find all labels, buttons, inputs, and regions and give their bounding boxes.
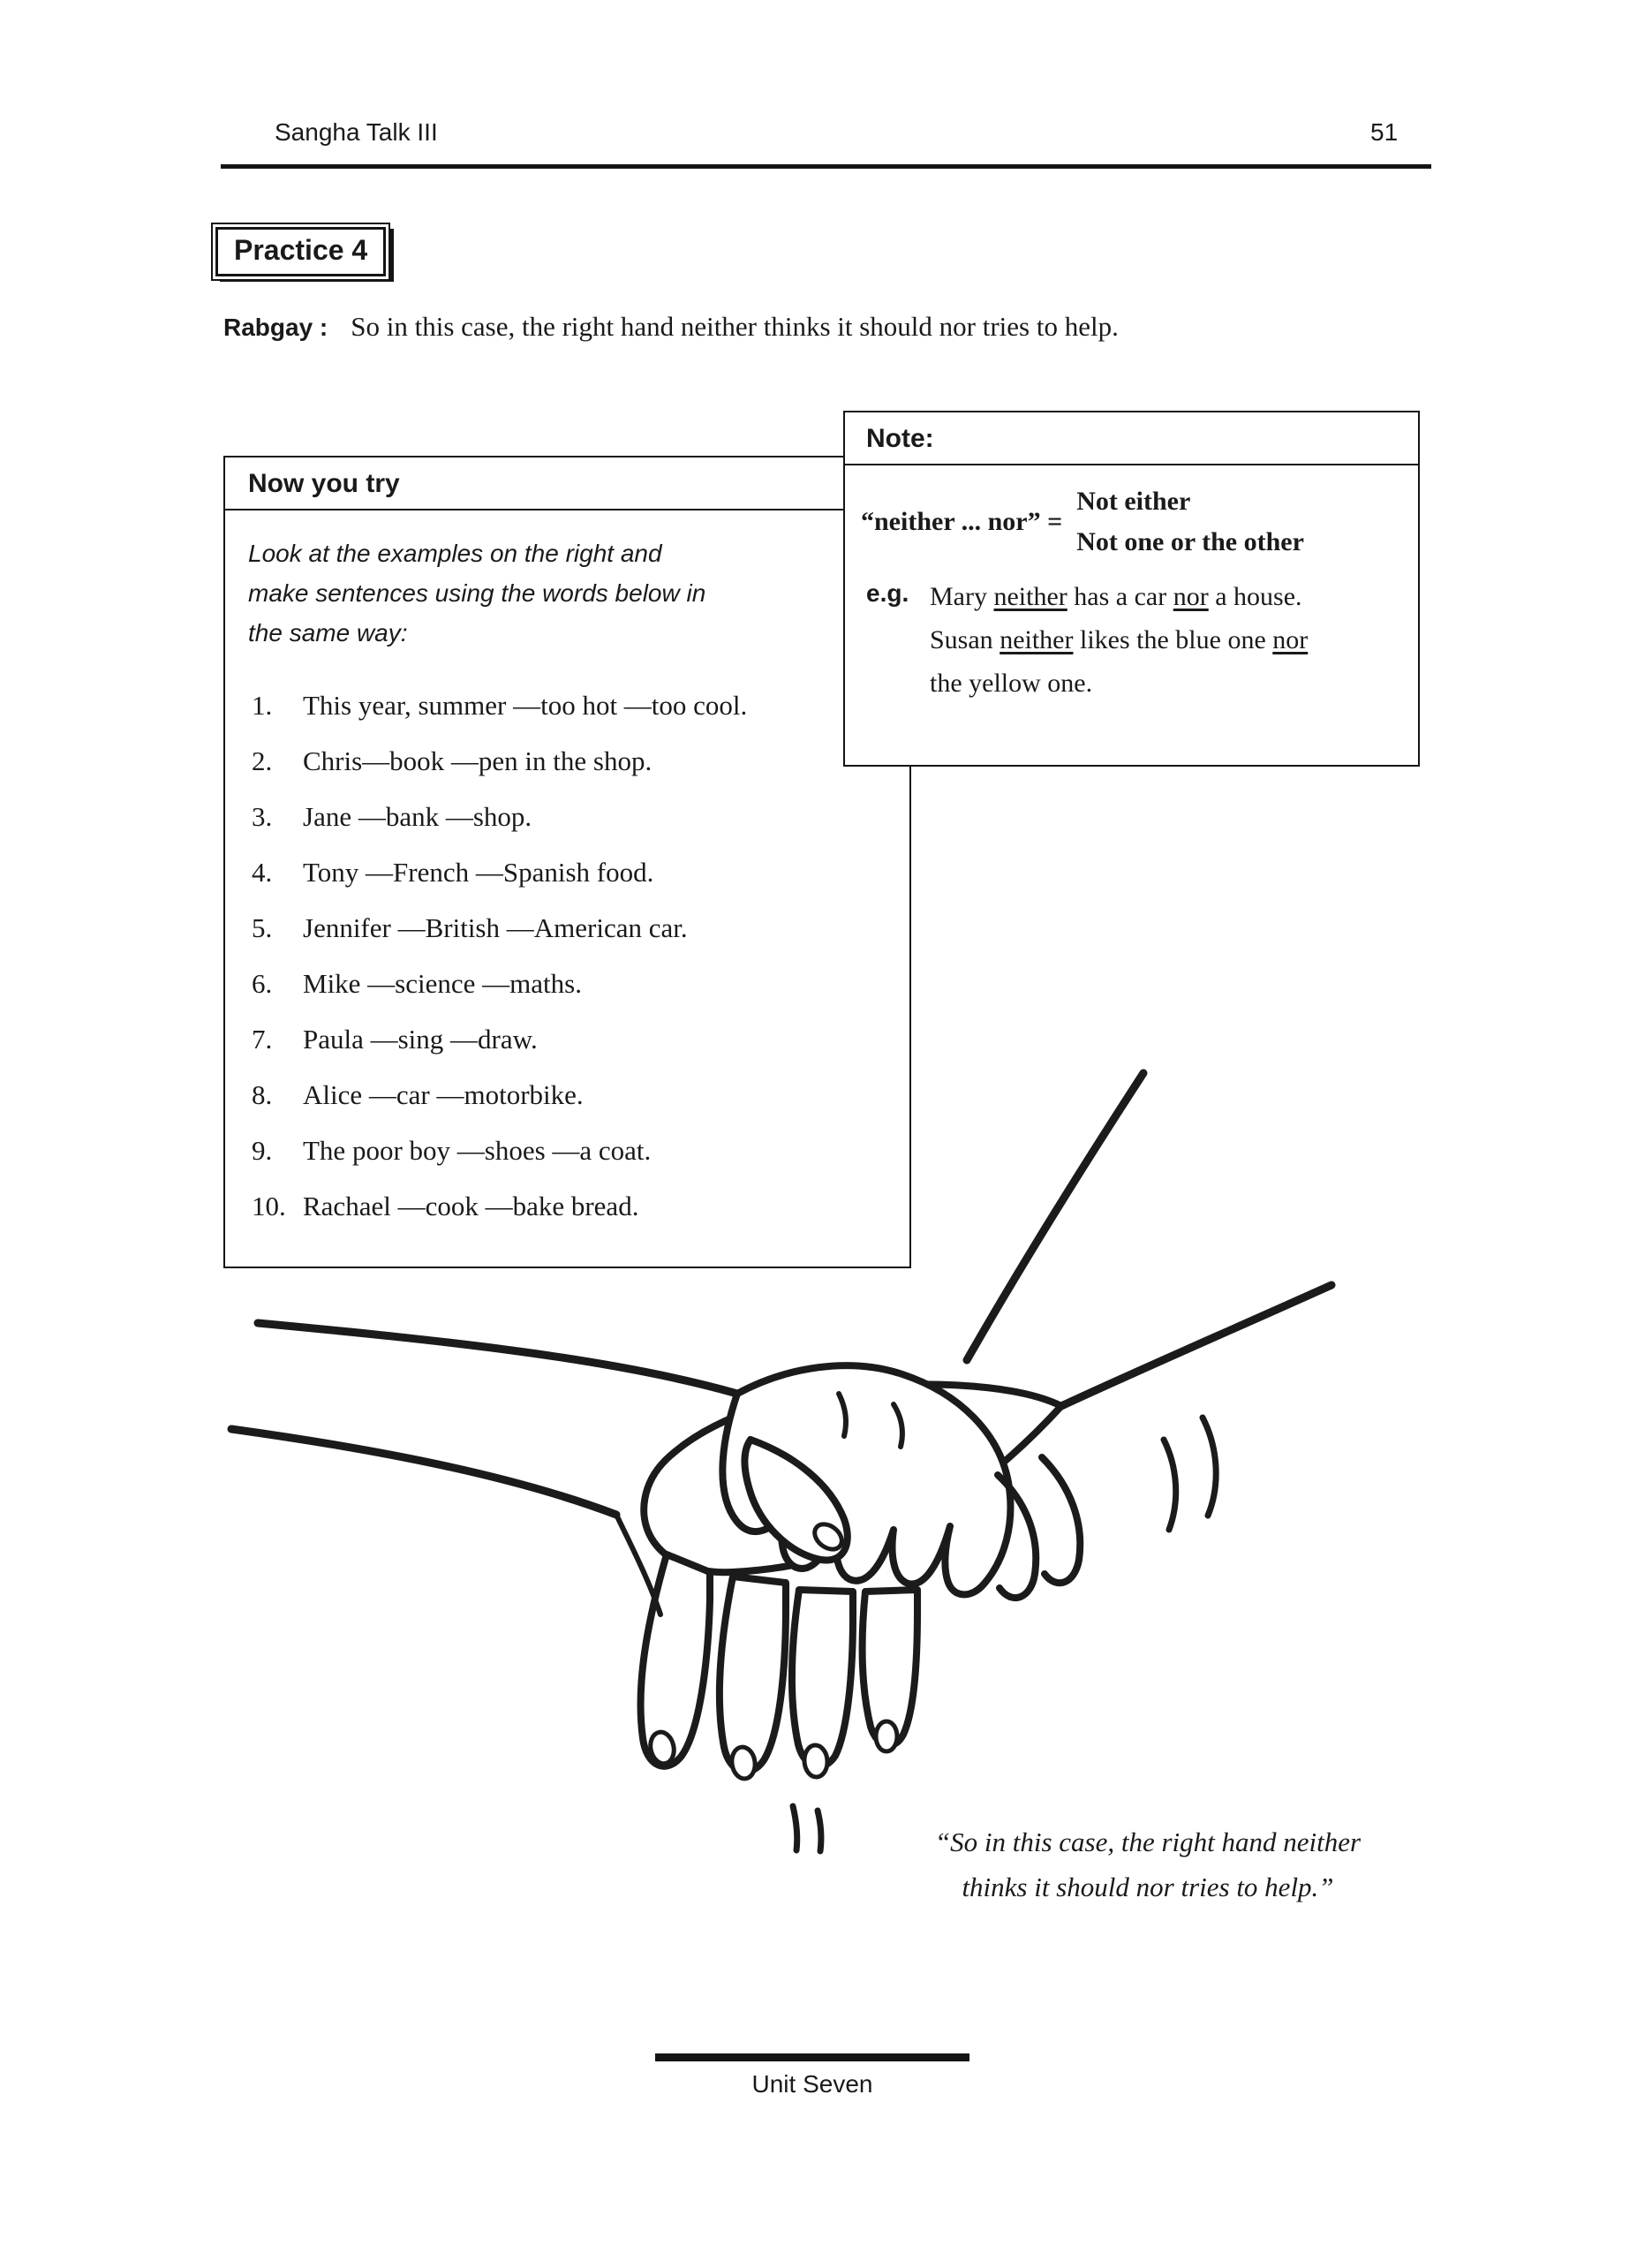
example-sentence: Susan neither likes the blue one nor	[930, 625, 1309, 654]
now-you-try-title: Now you try	[225, 457, 909, 510]
item-number: 9.	[252, 1135, 273, 1166]
item-number: 5.	[252, 912, 273, 943]
practice-label: Practice 4	[215, 227, 386, 276]
instruction-line: make sentences using the words below in	[248, 579, 706, 607]
note-box	[843, 411, 1420, 767]
note-examples	[845, 575, 1418, 705]
dialogue-text: So in this case, the right hand neither thinks it should nor tries to help.	[351, 311, 1119, 342]
item-number: 6.	[252, 968, 273, 999]
page-number: 51	[1370, 118, 1399, 146]
item-text: Chris—book —pen in the shop.	[303, 745, 653, 776]
book-title: Sangha Talk III	[275, 118, 438, 146]
phrase-text: “neither ... nor” =	[861, 507, 1063, 536]
list-item	[252, 1079, 909, 1110]
item-text: Mike —science —maths.	[303, 968, 582, 999]
list-item	[252, 801, 909, 832]
item-number: 10.	[252, 1191, 286, 1221]
item-text: Alice —car —motorbike.	[303, 1079, 584, 1110]
item-text: This year, summer —too hot —too cool.	[303, 690, 748, 721]
item-text: Jennifer —British —American car.	[303, 912, 688, 943]
unit-label: Unit Seven	[751, 2070, 873, 2098]
illustration-caption	[896, 1819, 1399, 1909]
instruction-line: Look at the examples on the right and	[248, 540, 662, 567]
item-text: Paula —sing —draw.	[303, 1024, 538, 1055]
list-item	[252, 1135, 909, 1166]
caption-line: thinks it should nor tries to help.”	[962, 1872, 1334, 1902]
speaker-name: Rabgay :	[223, 314, 328, 341]
item-number: 2.	[252, 745, 273, 776]
item-text: Jane —bank —shop.	[303, 801, 532, 832]
example-sentence: the yellow one.	[930, 669, 1093, 698]
list-item	[252, 968, 909, 999]
neither-nor-definition	[845, 465, 1418, 563]
right-arm-strokes	[967, 1073, 1331, 1406]
list-item	[252, 690, 909, 721]
header-rule	[221, 164, 1431, 169]
definition-line: Not either	[1076, 487, 1191, 516]
example-sentence: Mary neither has a car nor a house.	[930, 582, 1302, 611]
item-number: 7.	[252, 1024, 273, 1055]
list-item	[252, 912, 909, 943]
list-item	[252, 857, 909, 888]
definition-line: Not one or the other	[1076, 527, 1304, 556]
eg-label: e.g.	[866, 579, 909, 607]
item-number: 3.	[252, 801, 273, 832]
item-number: 1.	[252, 690, 273, 721]
instruction-line: the same way:	[248, 619, 408, 647]
practice-badge	[211, 223, 390, 281]
item-number: 8.	[252, 1079, 273, 1110]
list-item	[252, 1191, 909, 1221]
item-text: The poor boy —shoes —a coat.	[303, 1135, 652, 1166]
list-item	[252, 1024, 909, 1055]
list-item	[252, 745, 909, 776]
exercise-list	[225, 690, 909, 1221]
caption-line: “So in this case, the right hand neither	[934, 1826, 1362, 1857]
item-text: Tony —French —Spanish food.	[303, 857, 654, 888]
footer-rule	[655, 2053, 969, 2061]
exercise-instructions	[225, 510, 909, 653]
item-text: Rachael —cook —bake bread.	[303, 1191, 639, 1221]
item-number: 4.	[252, 857, 273, 888]
definition-lines	[1076, 481, 1304, 563]
now-you-try-box	[223, 456, 911, 1268]
note-title: Note:	[845, 412, 1418, 465]
dialogue-line	[223, 311, 1460, 343]
